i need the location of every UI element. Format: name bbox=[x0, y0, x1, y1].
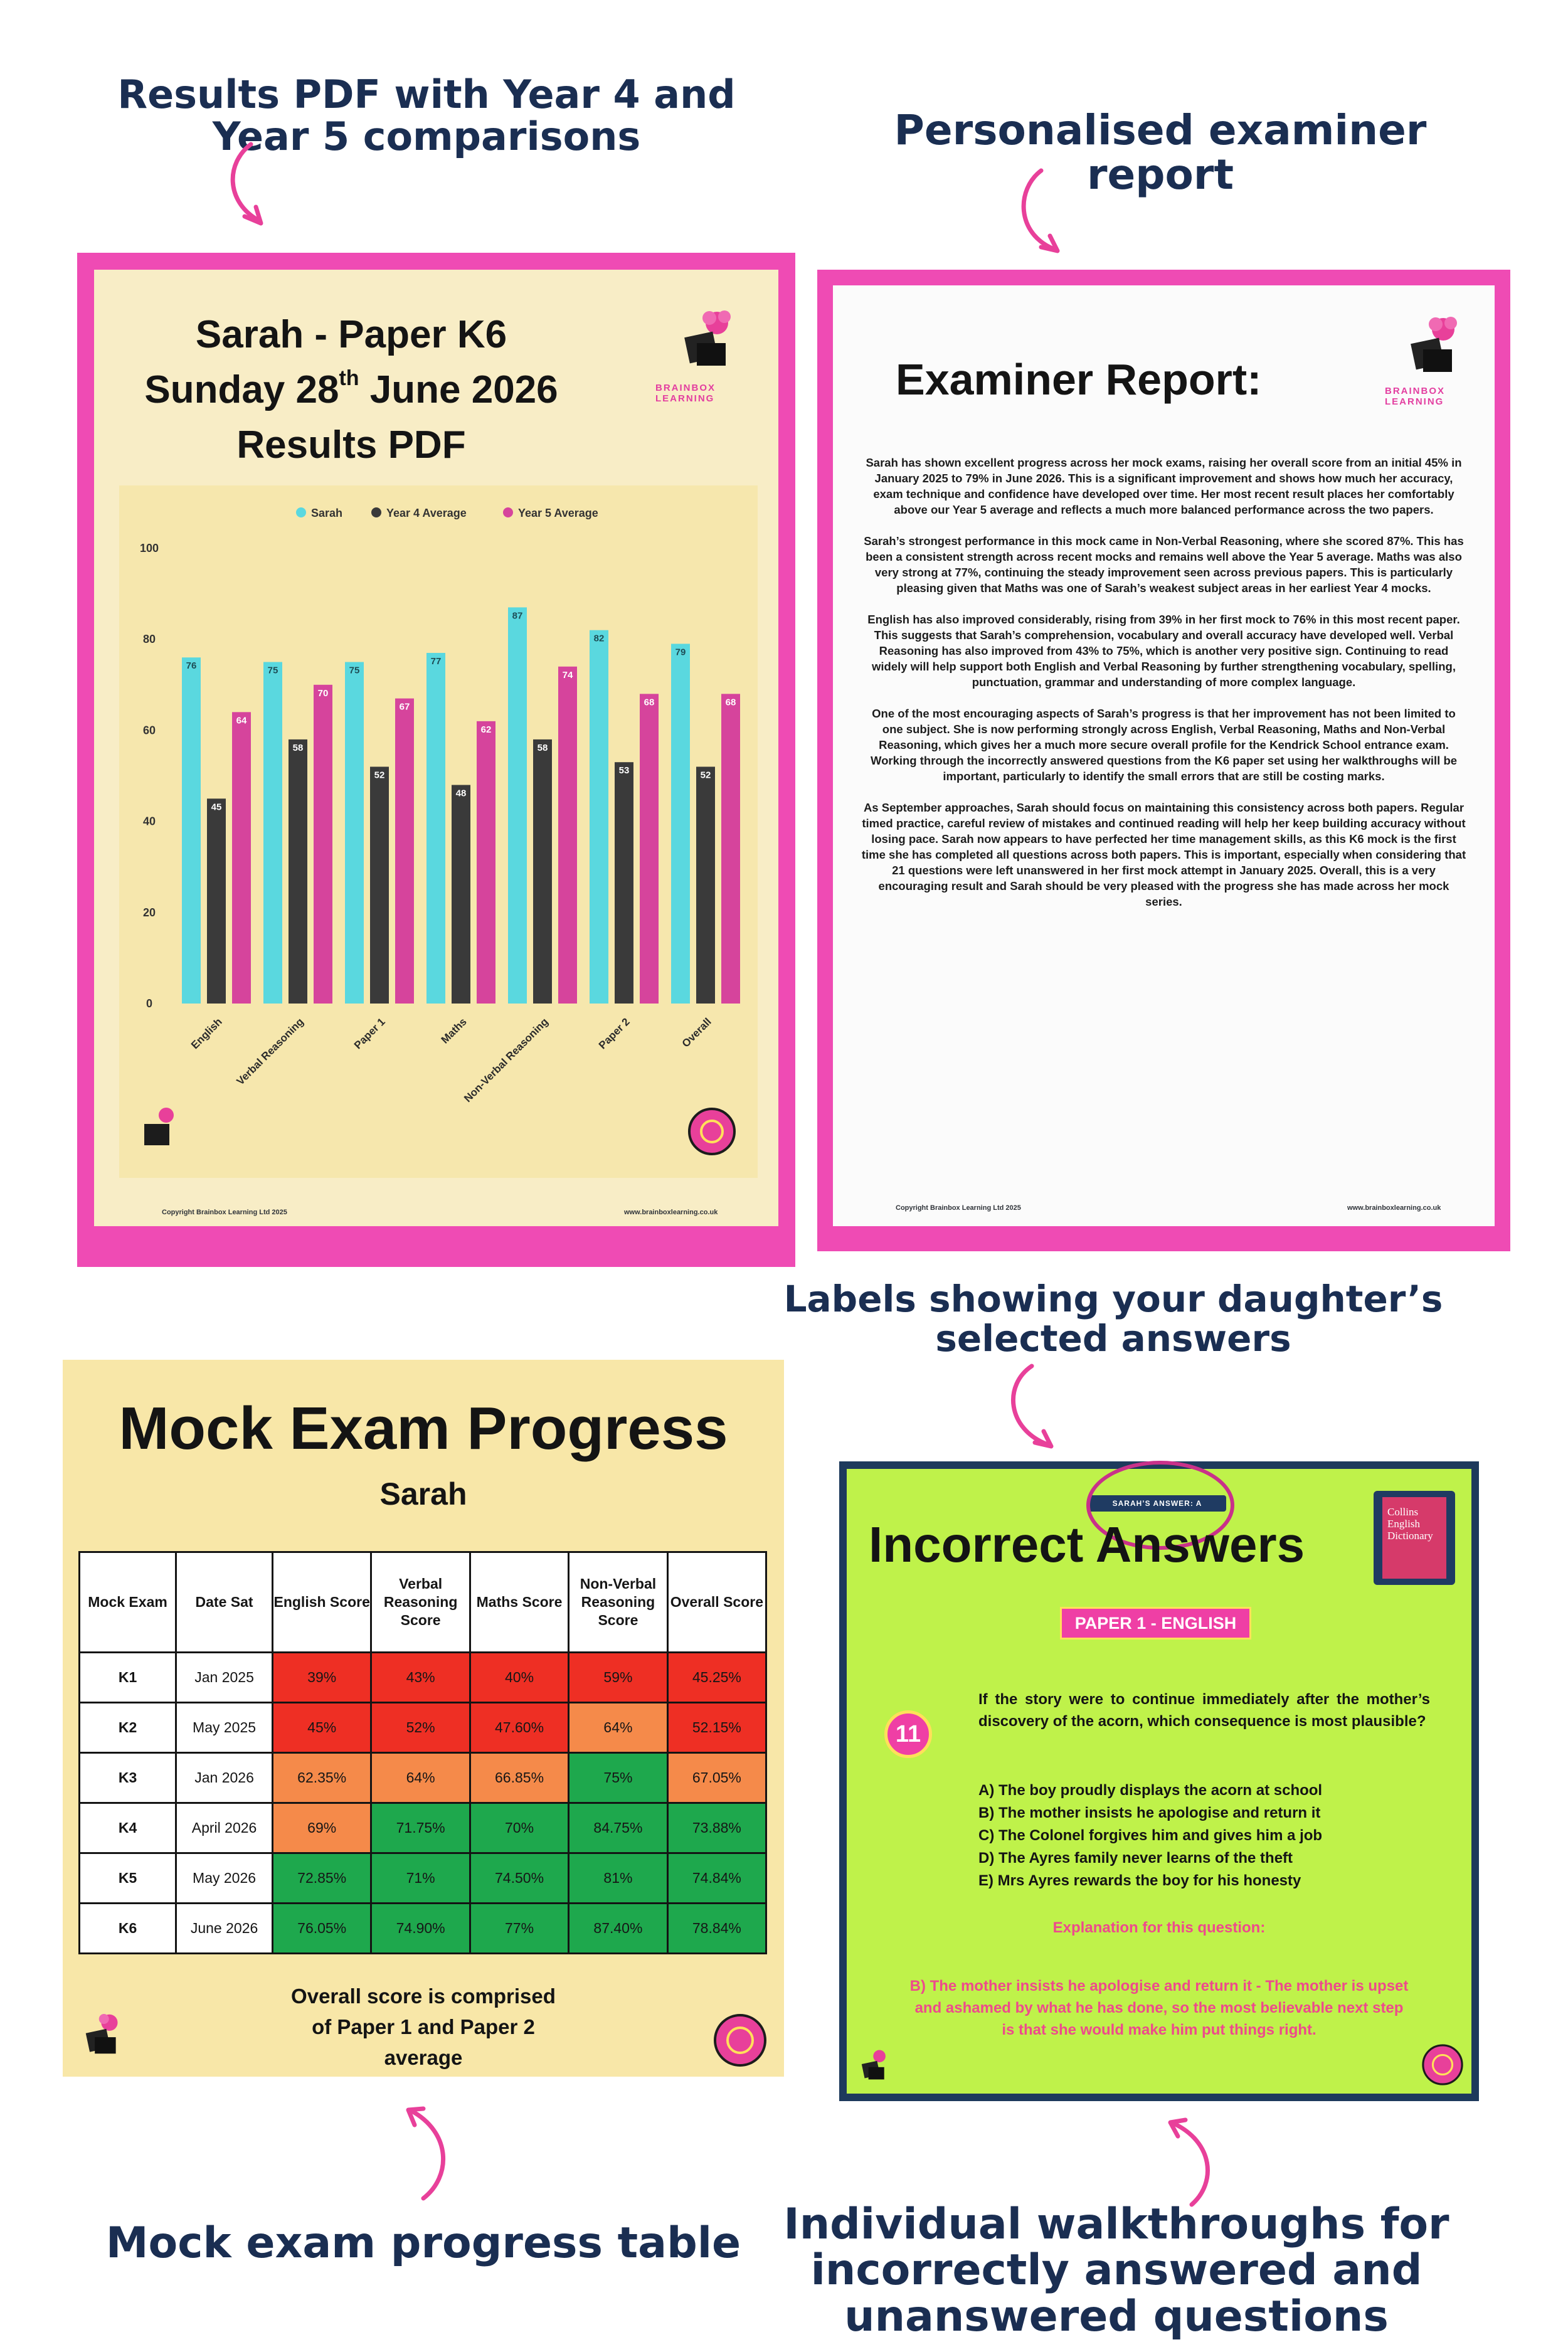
bar-year-5-average bbox=[721, 694, 740, 1004]
bar-sarah bbox=[263, 662, 282, 1004]
bar-year-5-average bbox=[232, 712, 251, 1004]
cell-score: 74.84% bbox=[667, 1853, 766, 1904]
explanation-text: B) The mother insists he apologise and return it - The mother is upset and ashamed by what he has done, so the most believable next step is that she would make him put things right. bbox=[909, 1978, 1409, 2038]
header-mock-exam: Mock Exam bbox=[80, 1552, 176, 1653]
results-bar-chart bbox=[119, 485, 758, 1178]
bar-data-label: 58 bbox=[292, 742, 304, 753]
footer-website: www.brainboxlearning.co.uk bbox=[624, 1209, 718, 1216]
selected-answer-label: SARAH’S ANSWER: A bbox=[1088, 1495, 1226, 1512]
bar-data-label: 79 bbox=[675, 647, 686, 658]
bar-year-5-average bbox=[558, 667, 577, 1004]
incorrect-answers-panel bbox=[839, 1461, 1479, 2101]
overall-note bbox=[63, 1981, 784, 2073]
header-verbal: Verbal Reasoning Score bbox=[371, 1552, 470, 1653]
bar-data-label: 75 bbox=[349, 665, 360, 676]
bar-data-label: 87 bbox=[512, 610, 523, 622]
y-tick-label: 100 bbox=[139, 542, 159, 554]
footer-copyright: Copyright Brainbox Learning Ltd 2025 bbox=[162, 1209, 287, 1216]
caption-results-pdf: Results PDF with Year 4 and Year 5 comparisons bbox=[117, 72, 736, 159]
arrow-walkthroughs-icon bbox=[1154, 2107, 1223, 2214]
answer-option: D) The Ayres family never learns of the theft bbox=[978, 1850, 1293, 1867]
brainbox-logo-icon bbox=[144, 1108, 174, 1145]
dictionary-cover bbox=[1382, 1497, 1446, 1579]
cell-score: 72.85% bbox=[273, 1853, 371, 1904]
dictionary-icon bbox=[1374, 1491, 1455, 1585]
answer-options bbox=[978, 1779, 1430, 1892]
results-pdf-title bbox=[94, 307, 608, 473]
note-line: Overall score is comprised bbox=[291, 1984, 556, 2008]
cell-score: 67.05% bbox=[667, 1753, 766, 1803]
brand-text: BRAINBOX LEARNING bbox=[655, 383, 716, 404]
bar-year-5-average bbox=[395, 699, 414, 1004]
bar-year-5-average bbox=[477, 721, 495, 1004]
cell-score: 39% bbox=[273, 1653, 371, 1703]
cell-score: 64% bbox=[371, 1753, 470, 1803]
table-row bbox=[80, 1703, 766, 1753]
cell-mock: K4 bbox=[80, 1803, 176, 1853]
bar-data-label: 48 bbox=[455, 788, 467, 799]
y-tick-label: 20 bbox=[142, 906, 156, 919]
bar-data-label: 45 bbox=[211, 802, 222, 813]
y-tick-label: 0 bbox=[146, 997, 153, 1010]
mock-badge-icon bbox=[712, 2012, 768, 2069]
bar-data-label: 76 bbox=[186, 660, 197, 672]
title-line-3: Results PDF bbox=[236, 423, 466, 467]
bar-data-label: 75 bbox=[267, 665, 278, 676]
examiner-report-page bbox=[833, 285, 1495, 1226]
cell-date: Jan 2025 bbox=[176, 1653, 273, 1703]
header-date-sat: Date Sat bbox=[176, 1552, 273, 1653]
bar-sarah bbox=[671, 644, 690, 1004]
cell-score: 52.15% bbox=[667, 1703, 766, 1753]
progress-title: Mock Exam Progress bbox=[119, 1395, 728, 1462]
bar-data-label: 77 bbox=[430, 655, 442, 667]
results-pdf-page bbox=[94, 270, 778, 1226]
cell-score: 78.84% bbox=[667, 1904, 766, 1954]
brainbox-logo-icon bbox=[78, 2009, 129, 2059]
table-row bbox=[80, 1653, 766, 1703]
cell-date: April 2026 bbox=[176, 1803, 273, 1853]
report-paragraph: One of the most encouraging aspects of Sarah’s progress is that her improvement has not been limited to one subject. She is now performing strongly across English, Verbal Reasoning, Maths and Non-Verbal Reasoning, which gives her a much more secure overall profile for the Kendrick School entrance exam. Working through the incorrectly answered questions from the K6 paper set using her walkthroughs will be important, particularly to identify the small errors that are still be costing marks. bbox=[870, 707, 1458, 783]
footer-website: www.brainboxlearning.co.uk bbox=[1347, 1204, 1441, 1212]
x-tick-label: Paper 1 bbox=[351, 1015, 388, 1052]
cell-score: 47.60% bbox=[470, 1703, 568, 1753]
cell-mock: K6 bbox=[80, 1904, 176, 1954]
cell-score: 64% bbox=[569, 1703, 668, 1753]
bar-year-4-average bbox=[615, 762, 633, 1004]
bar-year-4-average bbox=[452, 785, 470, 1004]
cell-score: 77% bbox=[470, 1904, 568, 1954]
answer-option: B) The mother insists he apologise and return it bbox=[978, 1804, 1321, 1821]
legend-swatch bbox=[503, 507, 513, 517]
progress-table-body bbox=[80, 1653, 766, 1954]
footer-copyright: Copyright Brainbox Learning Ltd 2025 bbox=[896, 1204, 1021, 1212]
question-number-badge: 11 bbox=[884, 1710, 932, 1758]
results-chart bbox=[119, 485, 758, 1178]
bar-data-label: 53 bbox=[618, 765, 630, 776]
cell-score: 43% bbox=[371, 1653, 470, 1703]
bar-sarah bbox=[182, 657, 201, 1004]
cell-score: 69% bbox=[273, 1803, 371, 1853]
brainbox-logo-icon bbox=[856, 2046, 894, 2084]
bar-data-label: 52 bbox=[700, 770, 711, 781]
incorrect-answers-page bbox=[847, 1469, 1471, 2094]
progress-panel bbox=[63, 1360, 784, 2077]
caption-examiner-report: Personalised examiner report bbox=[894, 106, 1427, 199]
bar-year-4-average bbox=[207, 798, 226, 1004]
bar-data-label: 68 bbox=[644, 697, 655, 708]
y-tick-label: 40 bbox=[142, 815, 156, 828]
explanation-heading: Explanation for this question: bbox=[1052, 1919, 1266, 1936]
brainbox-logo-icon bbox=[674, 304, 743, 373]
header-maths: Maths Score bbox=[470, 1552, 568, 1653]
dictionary-label: Collins English Dictionary bbox=[1387, 1506, 1433, 1542]
answer-option: A) The boy proudly displays the acorn at school bbox=[978, 1782, 1323, 1799]
bar-data-label: 64 bbox=[236, 715, 247, 726]
bar-sarah bbox=[345, 662, 364, 1004]
bar-year-4-average bbox=[370, 766, 389, 1004]
table-row bbox=[80, 1803, 766, 1853]
cell-score: 66.85% bbox=[470, 1753, 568, 1803]
x-tick-label: Paper 2 bbox=[596, 1015, 632, 1052]
cell-score: 52% bbox=[371, 1703, 470, 1753]
cell-score: 84.75% bbox=[569, 1803, 668, 1853]
bar-data-label: 67 bbox=[399, 701, 410, 712]
table-row bbox=[80, 1853, 766, 1904]
x-tick-label: Non-Verbal Reasoning bbox=[462, 1015, 551, 1105]
cell-date: May 2026 bbox=[176, 1853, 273, 1904]
cell-date: May 2025 bbox=[176, 1703, 273, 1753]
cell-score: 81% bbox=[569, 1853, 668, 1904]
x-tick-label: Maths bbox=[438, 1015, 469, 1046]
bar-data-label: 74 bbox=[562, 669, 573, 681]
title-date-suffix: th bbox=[339, 366, 359, 390]
header-overall: Overall Score bbox=[667, 1552, 766, 1653]
bar-data-label: 52 bbox=[374, 770, 385, 781]
progress-table bbox=[78, 1551, 767, 1954]
x-tick-label: English bbox=[188, 1015, 225, 1052]
legend-label: Sarah bbox=[311, 507, 343, 519]
cell-mock: K3 bbox=[80, 1753, 176, 1803]
arrow-progress-table-icon bbox=[392, 2095, 461, 2208]
cell-mock: K5 bbox=[80, 1853, 176, 1904]
title-date-rest: June 2026 bbox=[359, 368, 558, 411]
note-line: of Paper 1 and Paper 2 bbox=[312, 2015, 535, 2038]
cell-mock: K1 bbox=[80, 1653, 176, 1703]
cell-date: June 2026 bbox=[176, 1904, 273, 1954]
caption-progress-table: Mock exam progress table bbox=[105, 2218, 741, 2268]
cell-score: 45.25% bbox=[667, 1653, 766, 1703]
legend-swatch bbox=[371, 507, 381, 517]
cell-score: 71% bbox=[371, 1853, 470, 1904]
cell-score: 75% bbox=[569, 1753, 668, 1803]
report-body bbox=[861, 455, 1466, 925]
bar-data-label: 82 bbox=[593, 633, 605, 644]
bar-data-label: 58 bbox=[537, 742, 548, 753]
legend-swatch bbox=[296, 507, 306, 517]
legend-label: Year 5 Average bbox=[518, 507, 598, 519]
caption-walkthroughs: Individual walkthroughs for incorrectly answered and unanswered questions bbox=[783, 2200, 1449, 2341]
question-text: If the story were to continue immediately after the mother’s discovery of the acorn, which consequence is most plausible? bbox=[978, 1691, 1430, 1730]
title-line-2 bbox=[94, 363, 608, 418]
bar-data-label: 70 bbox=[317, 687, 329, 699]
cell-score: 74.50% bbox=[470, 1853, 568, 1904]
answer-option: E) Mrs Ayres rewards the boy for his honesty bbox=[978, 1872, 1301, 1889]
incorrect-answers-title: Incorrect Answers bbox=[869, 1517, 1305, 1572]
student-name: Sarah bbox=[379, 1476, 467, 1512]
cell-score: 74.90% bbox=[371, 1904, 470, 1954]
brand-text: BRAINBOX LEARNING bbox=[1385, 386, 1446, 407]
cell-score: 76.05% bbox=[273, 1904, 371, 1954]
arrow-examiner-report-icon bbox=[1004, 164, 1073, 265]
answer-option: C) The Colonel forgives him and gives him a job bbox=[978, 1827, 1323, 1844]
results-pdf-panel bbox=[77, 253, 795, 1267]
cell-score: 45% bbox=[273, 1703, 371, 1753]
report-title: Examiner Report: bbox=[896, 355, 1262, 404]
examiner-report-panel bbox=[817, 270, 1510, 1251]
bar-sarah bbox=[508, 607, 527, 1004]
bar-sarah bbox=[590, 630, 608, 1004]
arrow-results-pdf-icon bbox=[220, 138, 289, 238]
bar-year-4-average bbox=[289, 739, 307, 1004]
brainbox-logo-icon bbox=[1401, 310, 1470, 379]
mock-badge-icon bbox=[689, 1109, 734, 1154]
table-row bbox=[80, 1904, 766, 1954]
y-tick-label: 80 bbox=[142, 633, 156, 646]
bar-year-4-average bbox=[696, 766, 715, 1004]
cell-score: 87.40% bbox=[569, 1904, 668, 1954]
cell-score: 71.75% bbox=[371, 1803, 470, 1853]
cell-score: 73.88% bbox=[667, 1803, 766, 1853]
legend-label: Year 4 Average bbox=[386, 507, 467, 519]
paper-subject-tag: PAPER 1 - ENGLISH bbox=[1060, 1607, 1251, 1640]
bar-sarah bbox=[426, 653, 445, 1004]
table-header-row bbox=[80, 1552, 766, 1653]
report-paragraph: Sarah’s strongest performance in this mock came in Non-Verbal Reasoning, where she scored 87%. This has been a consistent strength across recent mocks and remains well above the Year 5 average. Maths was also very strong at 77%, continuing the steady improvement seen across previous papers. This is particularly pleasing given that Maths was one of Sarah’s weakest subject areas in her earliest Year 4 mocks. bbox=[864, 534, 1464, 595]
title-date-day: Sunday 28 bbox=[144, 368, 339, 411]
caption-labels: Labels showing your daughter’s selected answers bbox=[783, 1278, 1443, 1360]
bar-data-label: 68 bbox=[725, 697, 736, 708]
cell-score: 70% bbox=[470, 1803, 568, 1853]
x-tick-label: Verbal Reasoning bbox=[234, 1015, 306, 1088]
x-tick-label: Overall bbox=[679, 1015, 714, 1050]
arrow-labels-icon bbox=[997, 1360, 1066, 1460]
bar-year-4-average bbox=[533, 739, 552, 1004]
cell-mock: K2 bbox=[80, 1703, 176, 1753]
cell-score: 40% bbox=[470, 1653, 568, 1703]
report-paragraph: Sarah has shown excellent progress across her mock exams, raising her overall score from an initial 45% in January 2025 to 79% in June 2026. This is a significant improvement and shows how much her accuracy, exam technique and confidence have developed over time. Her most recent result places her comfortably above our Year 5 average and reflects a much more balanced performance across the two papers. bbox=[866, 456, 1462, 516]
title-line-1: Sarah - Paper K6 bbox=[195, 313, 507, 356]
bar-year-5-average bbox=[640, 694, 659, 1004]
report-paragraph: English has also improved considerably, rising from 39% in her first mock to 76% in this most recent paper. This suggests that Sarah’s comprehension, vocabulary and overall accuracy have developed well. Verbal Reasoning has also improved from 43% to 75%, which is another very positive sign. Continuing to read widely will help support both English and Verbal Reasoning by further strengthening vocabulary, spelling, punctuation, grammar and understanding of more complex language. bbox=[867, 613, 1460, 689]
note-line: average bbox=[384, 2046, 463, 2069]
y-tick-label: 60 bbox=[142, 724, 156, 737]
bar-year-5-average bbox=[314, 685, 332, 1004]
bar-data-label: 62 bbox=[480, 724, 492, 735]
header-english: English Score bbox=[273, 1552, 371, 1653]
report-paragraph: As September approaches, Sarah should focus on maintaining this consistency across both papers. Regular timed practice, careful review of mistakes and continued reading will help her keep building accuracy without losing pace. Sarah now appears to have perfected her time management skills, as this K6 mock is the first time she has completed all questions across both papers. This is important, especially when considering that 21 questions were left unanswered in her first mock attempt in January 2025. Overall, this is a very encouraging result and Sarah should be very pleased with the progress she has made across her mock series. bbox=[861, 801, 1466, 908]
cell-score: 62.35% bbox=[273, 1753, 371, 1803]
mock-badge-icon bbox=[1421, 2043, 1465, 2087]
cell-date: Jan 2026 bbox=[176, 1753, 273, 1803]
header-non-verbal: Non-Verbal Reasoning Score bbox=[569, 1552, 668, 1653]
cell-score: 59% bbox=[569, 1653, 668, 1703]
table-row bbox=[80, 1753, 766, 1803]
